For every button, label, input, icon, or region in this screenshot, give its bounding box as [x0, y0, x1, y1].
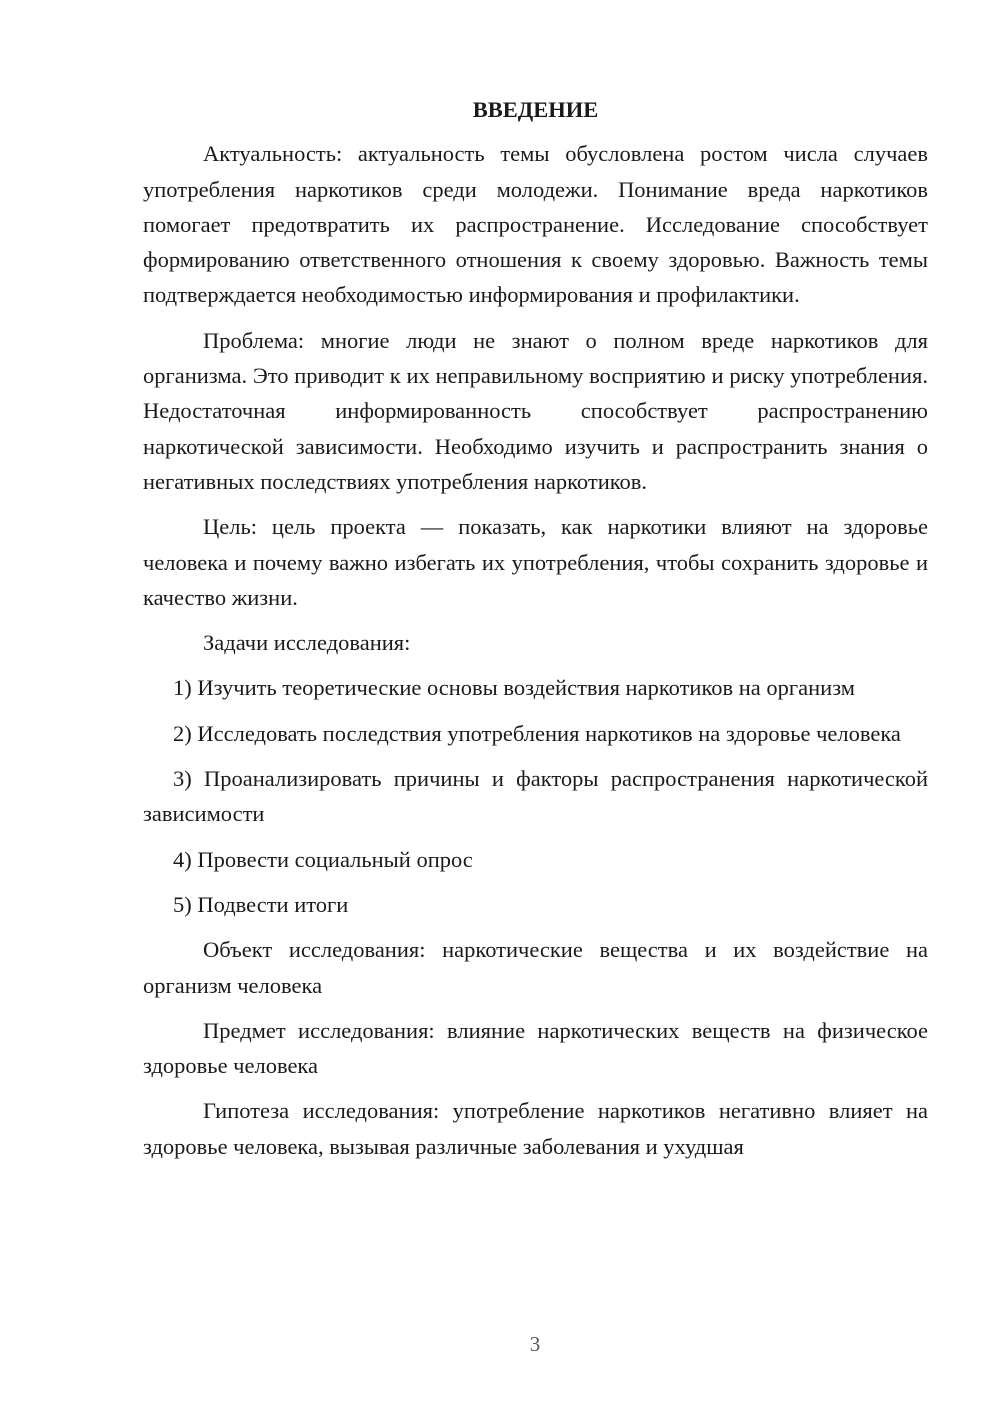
task-item: 5) Подвести итоги — [173, 891, 349, 917]
problem-paragraph: Проблема: многие люди не знают о полном вреде наркотиков для организма. Это приводит к их неправильному восприятию и риску употребления. Недостаточная информированность способствует распространению наркотической зависимости. Необходимо изучить и распространить знания о негативных последствиях употребления наркотиков. — [143, 327, 928, 494]
task-item: 1) Изучить теоретические основы воздействия наркотиков на организм — [173, 675, 855, 701]
hypothesis-paragraph: Гипотеза исследования: употребление наркотиков негативно влияет на здоровье человека, вызывая различные заболевания и ухудшая — [143, 1098, 928, 1159]
task-item: 3) Проанализировать причины и факторы распространения наркотической зависимости — [143, 766, 928, 827]
page-content — [143, 92, 928, 1174]
page-number: 3 — [529, 1332, 541, 1356]
tasks-heading: Задачи исследования: — [203, 630, 411, 656]
relevance-paragraph: Актуальность: актуальность темы обусловлена ростом числа случаев употребления наркотиков среди молодежи. Понимание вреда наркотиков помогает предотвратить их распространение. Исследование способствует формированию ответственного отношения к своему здоровью. Важность темы подтверждается необходимостью информирования и профилактики. — [143, 141, 928, 308]
task-item: 2) Исследовать последствия употребления наркотиков на здоровье человека — [173, 720, 901, 746]
page-title — [143, 92, 928, 127]
object-paragraph: Объект исследования: наркотические вещества и их воздействие на организм человека — [143, 937, 928, 998]
page-title-text: ВВЕДЕНИЕ — [472, 97, 599, 122]
task-item: 4) Провести социальный опрос — [173, 846, 473, 872]
subject-paragraph: Предмет исследования: влияние наркотических веществ на физическое здоровье человека — [143, 1017, 928, 1079]
goal-paragraph: Цель: цель проекта — показать, как наркотики влияют на здоровье человека и почему важно избегать их употребления, чтобы сохранить здоровье и качество жизни. — [143, 514, 928, 610]
